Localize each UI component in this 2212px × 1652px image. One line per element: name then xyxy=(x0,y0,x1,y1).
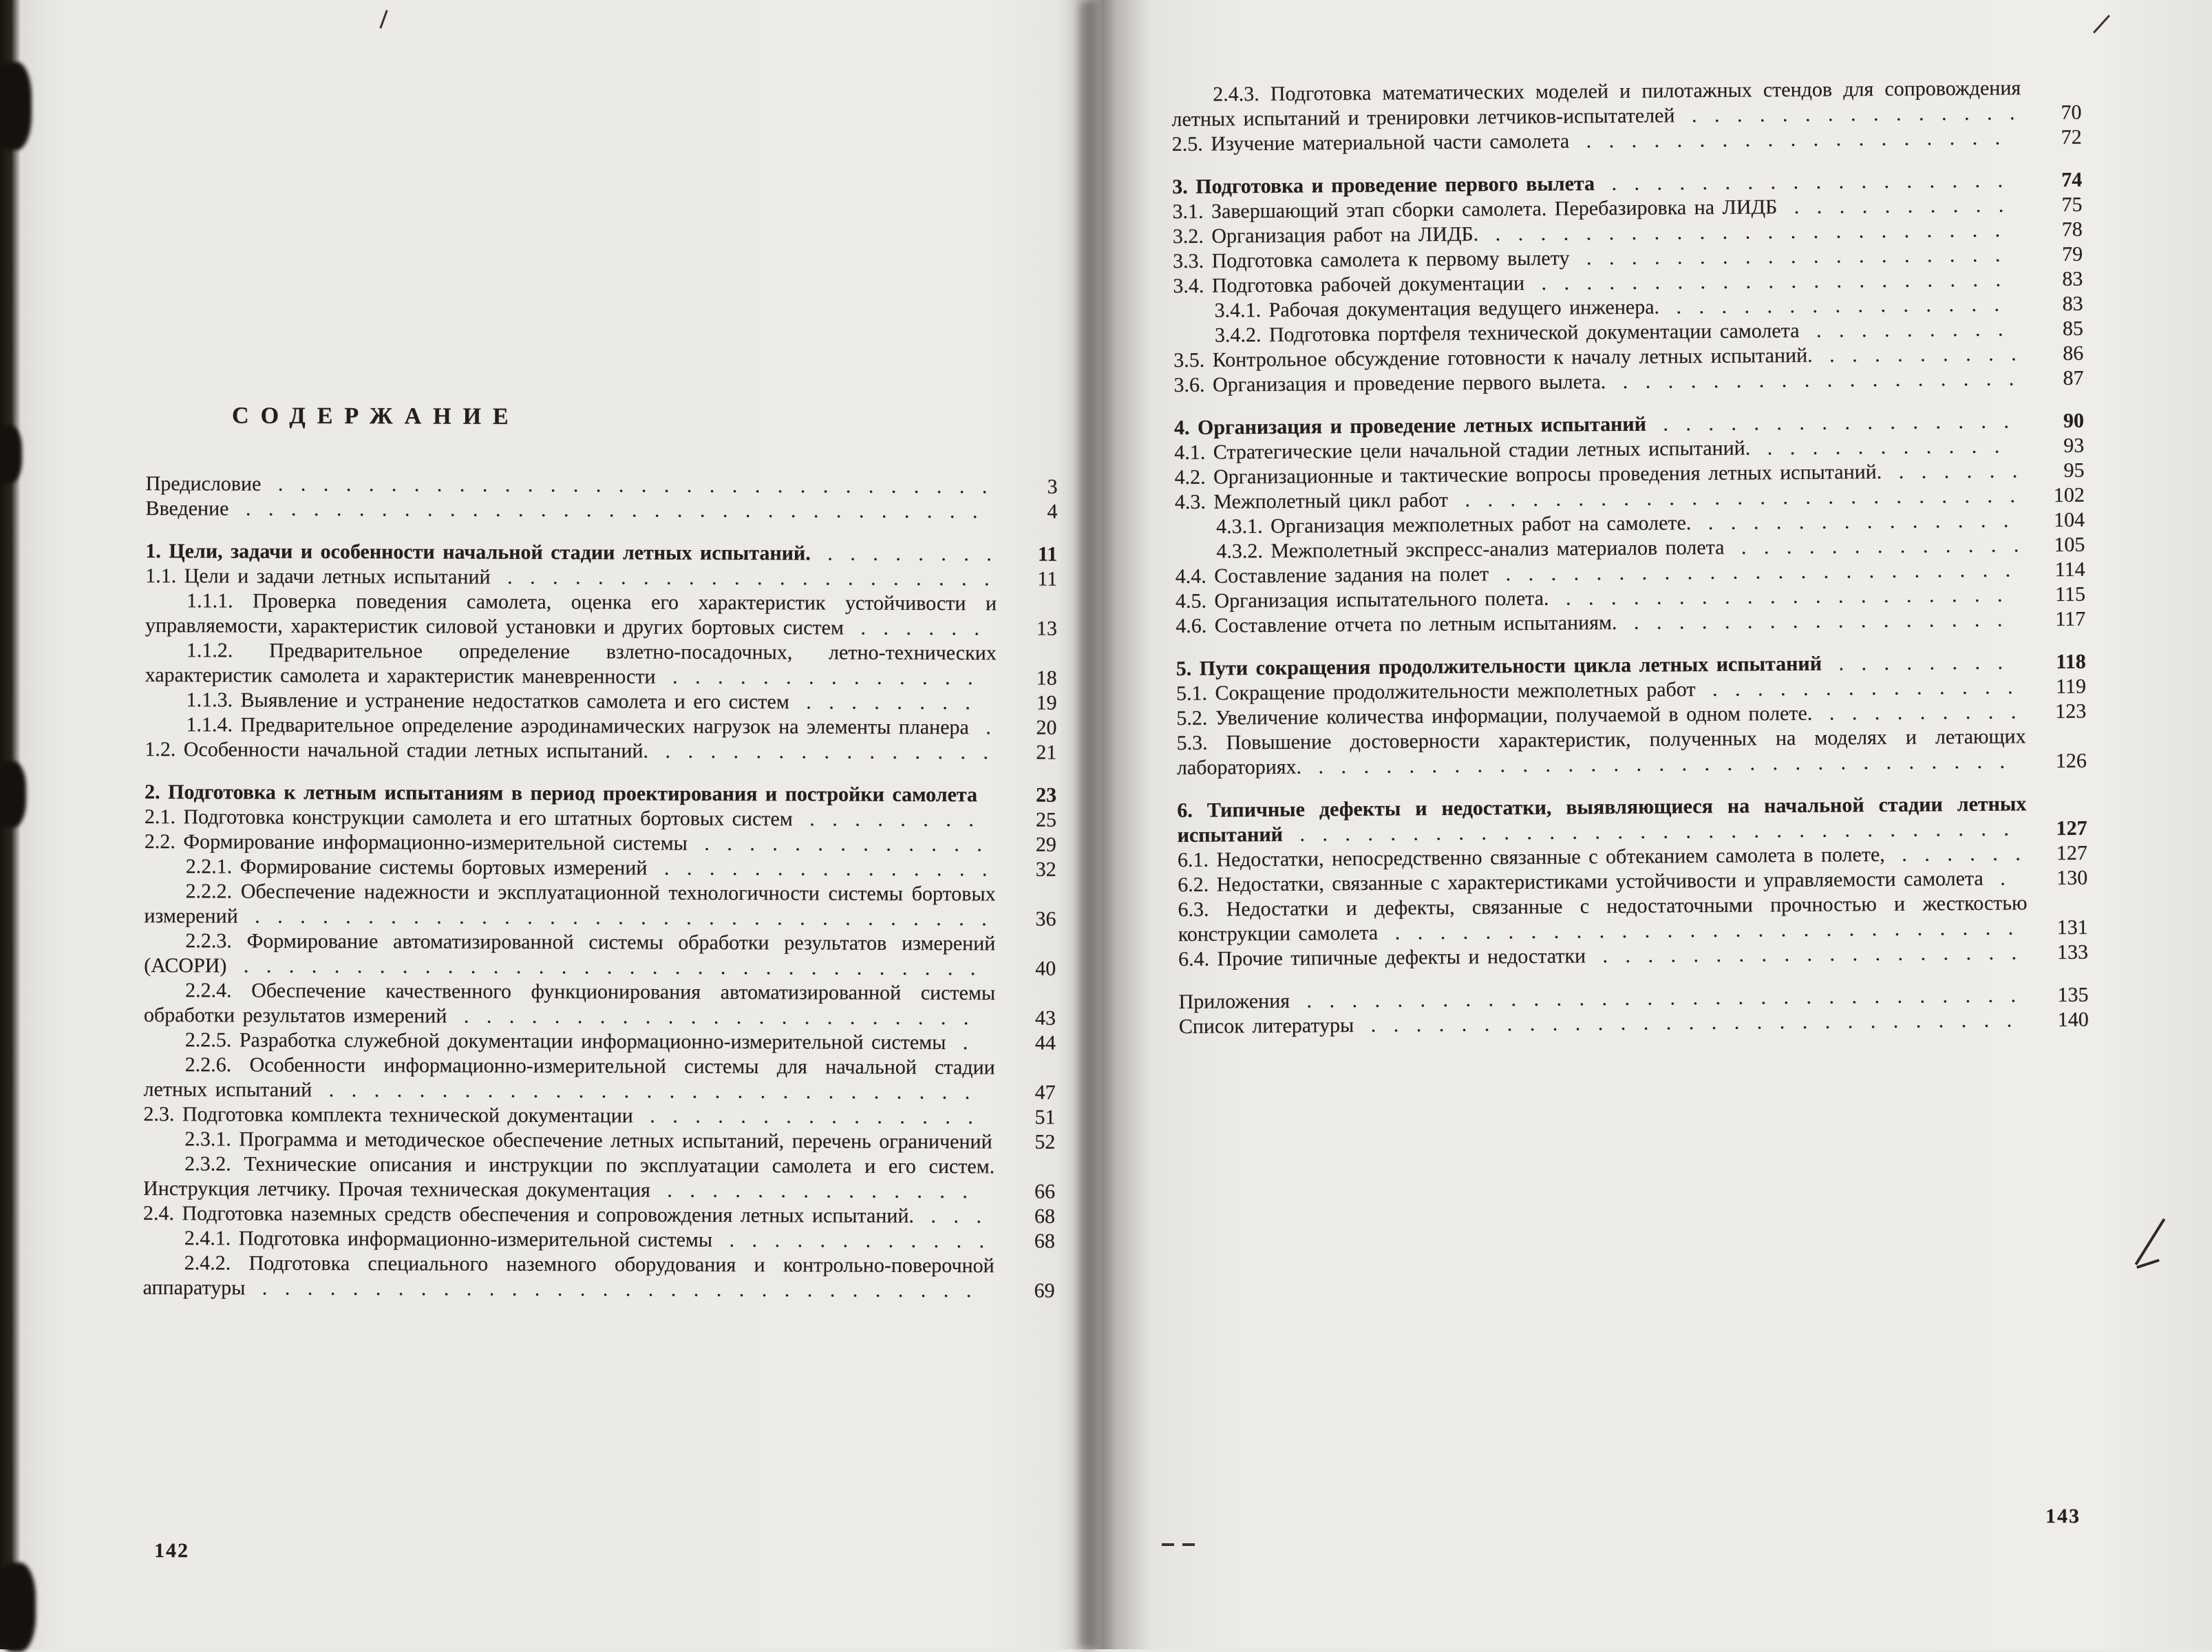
toc-entry xyxy=(145,564,1057,592)
toc-entry xyxy=(1178,891,2088,947)
toc-page-ref: 104 xyxy=(2028,508,2085,533)
toc-entry-text: 2.4.2. Подготовка специального наземного оборудования и контрольно-поверочной аппаратуры xyxy=(142,1251,994,1299)
toc-entry-text: 2.3.2. Технические описания и инструкции по эксплуатации самолета и его систем. Инструкция летчику. Прочая техническая документация xyxy=(143,1152,995,1201)
book-gutter-shadow xyxy=(1059,0,1151,1649)
dot-leader: . . . . . . . . . xyxy=(1816,700,2021,724)
toc-entry-text: 4.1. Стратегические цели начальной стадии летных испытаний. xyxy=(1174,436,1750,464)
toc-page-ref: 18 xyxy=(1001,666,1057,690)
dot-leader: . . . . . . . . . . . . . . . . . . . . . . . . . . . . . xyxy=(316,1079,975,1103)
toc-entry xyxy=(145,805,1056,833)
toc-page-ref: 44 xyxy=(999,1030,1056,1055)
toc-entry xyxy=(144,978,1056,1031)
toc-page-ref: 43 xyxy=(999,1006,1056,1030)
toc-page-ref: 135 xyxy=(2032,983,2088,1008)
dot-leader: . . . . . . . . xyxy=(1826,650,2008,675)
dot-leader: . . . . . . . . . . . . . . . . . . . . . . . . . . . . . . . . xyxy=(1294,984,2021,1012)
toc-page-ref: 118 xyxy=(2030,650,2086,675)
toc-entry-text: 4.6. Составление отчета по летным испытаниям. xyxy=(1176,611,1617,637)
dot-leader: . . . . . . . . . . . . . . . . . . . . . . . . . . . . . . . xyxy=(1306,750,2010,778)
dot-leader: . xyxy=(950,1031,972,1054)
toc-entry-text: Приложения xyxy=(1178,990,1290,1013)
toc-page-ref: 21 xyxy=(1000,740,1056,765)
toc-entry xyxy=(1171,76,2082,132)
dot-leader: . . . . . . . . . . . . . . . . . . xyxy=(1610,367,2019,393)
toc-entry-text: 2.2.1. Формирование системы бортовых измерений xyxy=(186,855,648,879)
dot-leader: . . . . . . . . . . . . . . . . xyxy=(1650,410,2014,435)
toc-entry xyxy=(144,929,1056,982)
toc-entry xyxy=(143,1127,1055,1155)
dot-leader: . . . . . . . . . . . . . . . . . . . . . . . . . . . . . . . . xyxy=(265,473,992,498)
toc-page-ref: 85 xyxy=(2027,317,2083,342)
toc-page-ref: 11 xyxy=(1001,542,1057,566)
toc-page-ref: 25 xyxy=(1000,807,1056,832)
toc-page-ref: 68 xyxy=(999,1204,1055,1229)
toc-entry-text: 2.4.3. Подготовка математических моделей и пилотажных стендов для сопровождения летных испытаний и тренировки летчиков-испытателей xyxy=(1171,76,2021,131)
toc-page-ref: 87 xyxy=(2027,366,2083,392)
toc-entry xyxy=(145,688,1056,716)
dot-leader: . . . . . . . . . . . . . . xyxy=(1695,509,2013,534)
dot-leader: . . . . . . . . . . . . . . . . . . . . . . . xyxy=(451,1005,973,1030)
toc-page-ref: 83 xyxy=(2026,267,2083,293)
toc-entry-text: 3.1. Завершающий этап сборки самолета. Перебазировка на ЛИДБ xyxy=(1172,195,1777,223)
toc-entry-text: 2.2.5. Разработка служебной документации информационно-измерительной системы xyxy=(185,1028,946,1054)
toc-entry-text: 1.1.4. Предварительное определение аэродинамических нагрузок на элементы планера xyxy=(186,713,968,739)
toc-page-ref: 19 xyxy=(1000,690,1056,715)
toc-entry-text: 2.4.1. Подготовка информационно-измерительной системы xyxy=(184,1227,712,1251)
toc-entry-text: 6.3. Недостатки и дефекты, связанные с недостаточными прочностью и жесткостью конструкции самолета xyxy=(1178,891,2027,946)
toc-entry-text: 3.5. Контрольное обсуждение готовности к началу летных испытаний. xyxy=(1173,344,1813,372)
dot-leader: . . . . . . . . . . . . . . . . . . . . . . . xyxy=(1482,218,2005,245)
toc-entry xyxy=(145,829,1056,858)
toc-page-ref: 23 xyxy=(1000,783,1056,807)
toc-entry-text: 1.1. Цели и задачи летных испытаний xyxy=(145,564,491,589)
toc-entry-text: 5.3. Повышение достоверности характеристик, полученных на моделях и летающих лабораториях. xyxy=(1176,725,2025,779)
left-toc-list xyxy=(142,472,1057,1304)
toc-page-ref: 93 xyxy=(2028,434,2084,459)
toc-page-ref: 47 xyxy=(999,1080,1055,1105)
toc-entry xyxy=(143,1102,1055,1130)
toc-entry-text: 2.2.4. Обеспечение качественного функционирования автоматизированной системы обработки результатов измерений xyxy=(144,979,995,1027)
dot-leader: . . . . . . . . . . . . . . . . . . . . . . . . . . . . xyxy=(1382,916,2018,944)
left-page-number: 142 xyxy=(154,1539,189,1563)
scan-artifact xyxy=(1182,1543,1195,1546)
toc-entry xyxy=(145,496,1057,525)
toc-page-ref: 75 xyxy=(2025,193,2082,218)
toc-entry-text: 3.3. Подготовка самолета к первому вылету xyxy=(1173,246,1570,273)
toc-entry-text: Список литературы xyxy=(1179,1014,1354,1038)
toc-entry xyxy=(145,638,1057,691)
dot-leader: . . . . . . . . . . . . . xyxy=(1728,533,2023,558)
dot-leader: . . . . . . . . . . . . . . . . . . . . xyxy=(1553,583,2007,609)
toc-entry xyxy=(145,589,1057,642)
toc-page-ref: 130 xyxy=(2031,866,2087,891)
dot-leader: . xyxy=(973,716,996,739)
dot-leader: . . . . . . . . . . . . xyxy=(716,1229,989,1252)
toc-entry-text: 3.2. Организация работ на ЛИДБ. xyxy=(1173,223,1479,248)
toc-page-ref: 86 xyxy=(2027,341,2083,367)
dot-leader: . . . . . . . . . . . xyxy=(1754,435,2004,460)
toc-heading: СОДЕРЖАНИЕ xyxy=(232,403,1058,432)
toc-page-ref: 119 xyxy=(2030,675,2086,700)
toc-page-ref: 40 xyxy=(999,956,1056,981)
dot-leader: . . . . . . xyxy=(1889,842,2025,866)
right-page-number: 143 xyxy=(2045,1505,2081,1528)
toc-entry-text: 2.2.6. Особенности информационно-измерительной системы для начальной стадии летных испытаний xyxy=(143,1053,995,1101)
toc-page-ref: 70 xyxy=(2025,100,2081,126)
dot-leader: . . . . . . . . . . . . . . . xyxy=(652,740,993,764)
toc-page-ref: 131 xyxy=(2032,915,2088,941)
toc-page-ref: 36 xyxy=(999,907,1056,931)
toc-entry-text: 5. Пути сокращения продолжительности цикла летных испытаний xyxy=(1176,653,1822,680)
toc-page-ref: 69 xyxy=(998,1278,1054,1303)
toc-entry-text: 4.4. Составление задания на полет xyxy=(1176,562,1489,588)
toc-entry-text: 3.4. Подготовка рабочей документации xyxy=(1173,272,1524,297)
toc-entry xyxy=(144,879,1056,932)
dot-leader: . . . . . . . . . . . . . . xyxy=(655,1179,972,1203)
toc-page-ref: 72 xyxy=(2025,125,2082,151)
toc-page-ref: 11 xyxy=(1001,566,1057,591)
toc-page-ref: 102 xyxy=(2028,483,2085,509)
toc-entry xyxy=(143,1226,1055,1254)
toc-page-ref: 127 xyxy=(2031,841,2087,867)
dot-leader: . . . . . . . . . . . . . . . . . . . . . . . . . . . . . . . . xyxy=(1287,817,2014,845)
toc-entry-text: 3.4.1. Рабочая документация ведущего инженера. xyxy=(1214,295,1659,321)
toc-page-ref: 105 xyxy=(2028,533,2085,558)
toc-page-ref: 51 xyxy=(999,1105,1055,1130)
dot-leader: . . . . . . . . . . . . . . . . . . . . . xyxy=(1529,268,2006,294)
toc-page-ref: 127 xyxy=(2030,816,2087,842)
scan-artifact xyxy=(0,425,22,483)
toc-page-ref: 4 xyxy=(1001,499,1057,524)
dot-leader: . . . . . . . . . . . . . xyxy=(692,832,987,856)
toc-entry-text: 6.1. Недостатки, непосредственно связанные с обтеканием самолета в полете, xyxy=(1178,843,1885,871)
toc-entry-text: 6. Типичные дефекты и недостатки, выявляющиеся на начальной стадии летных испытаний xyxy=(1177,792,2026,847)
dot-leader: . . . . . . . . xyxy=(797,807,979,831)
dot-leader: . . . . . . . . . . . . . . . xyxy=(651,857,992,881)
dot-leader: . . . . . . . . . . . . . . . xyxy=(1679,101,2019,127)
toc-page-ref: 117 xyxy=(2029,607,2085,633)
dot-leader: . . . . . . . . . . . . . . . . . . . xyxy=(1573,243,2005,269)
toc-page-ref: 32 xyxy=(1000,857,1056,882)
scan-artifact xyxy=(0,62,32,150)
toc-entry xyxy=(146,472,1058,500)
toc-entry xyxy=(143,1152,1055,1205)
dot-leader: . . . . . . . . . . . . . . . . . . . . . . . . . . . . . . . . . xyxy=(231,954,980,979)
toc-entry-text: 3. Подготовка и проведение первого вылета xyxy=(1172,172,1595,198)
dot-leader: . . . . . . . . . . . . . . . . . . . . . . xyxy=(494,566,994,591)
right-page xyxy=(1171,76,2089,1039)
scan-artifact xyxy=(1162,1543,1174,1546)
dot-leader: . . . . . . xyxy=(1886,459,2022,483)
book-gutter-shadow-streak xyxy=(1079,0,1096,1649)
dot-leader: . xyxy=(1988,867,2010,889)
toc-entry-text: 1.1.3. Выявление и устранение недостатков самолета и его систем xyxy=(186,688,789,713)
toc-entry xyxy=(145,737,1056,765)
dot-leader: . . . . . . . . . . . . . . . . . . . . . . . . . xyxy=(1452,484,2020,511)
toc-entry-text: 1.1.1. Проверка поведения самолета, оценка его характеристик устойчивости и управляемости, характеристик силовой установки и других бортовых систем xyxy=(145,589,997,639)
toc-entry xyxy=(145,539,1057,567)
dot-leader: . . . . . . . . . . . . . . . . . . . . . . . . . . . . . . . . . xyxy=(233,497,982,522)
toc-page-ref: 68 xyxy=(999,1229,1055,1253)
dot-leader: . . . . . . . . . . . . . . . . . . xyxy=(1599,169,2008,195)
toc-entry-text: 2.5. Изучение материальной части самолета xyxy=(1172,129,1570,156)
toc-page-ref: 115 xyxy=(2029,582,2085,608)
toc-entry-text: 4.5. Организация испытательного полета. xyxy=(1176,587,1549,613)
dot-leader: . . . . . . . . . . xyxy=(1781,193,2008,218)
toc-entry-text: 4.3. Межполетный цикл работ xyxy=(1175,489,1448,513)
toc-page-ref: 3 xyxy=(1001,474,1058,499)
toc-entry-text: 1.2. Особенности начальной стадии летных испытаний. xyxy=(145,738,648,763)
toc-page-ref: 29 xyxy=(1000,832,1056,857)
toc-entry xyxy=(144,1028,1056,1056)
toc-page-ref: 95 xyxy=(2028,458,2084,484)
dot-leader: . . . . . . . . . xyxy=(1816,342,2021,366)
dot-leader: . . . . . . . . . . . . . . xyxy=(659,666,977,690)
toc-entry-text: 1.1.2. Предварительное определение взлетно-посадочных, летно-технических характеристик самолета и характеристик маневренности xyxy=(145,639,997,688)
toc-entry-text: 5.2. Увеличение количества информации, получаемой в одном полете. xyxy=(1176,702,1812,730)
toc-entry xyxy=(1176,724,2087,781)
toc-entry-text: 6.4. Прочие типичные дефекты и недостатки xyxy=(1178,944,1586,971)
dot-leader: . . . xyxy=(918,1205,986,1227)
dot-leader: . . . . . . . . xyxy=(794,690,975,714)
dot-leader: . . . . . . . . . . . . . . . xyxy=(637,1104,978,1128)
toc-entry-text: 2.2.2. Обеспечение надежности и эксплуатационной технологичности системы бортовых измерений xyxy=(144,880,995,927)
toc-entry xyxy=(1177,792,2087,848)
toc-entry-text: 5.1. Сокращение продолжительности межполетных работ xyxy=(1176,678,1696,705)
toc-entry xyxy=(143,1052,1055,1105)
dot-leader: . . . . . . . . . xyxy=(1803,317,2008,341)
toc-page-ref: 140 xyxy=(2032,1008,2089,1033)
toc-page-ref: 66 xyxy=(999,1179,1055,1204)
toc-entry-text: 2. Подготовка к летным испытаниям в период проектирования и постройки самолета xyxy=(145,781,977,806)
right-toc-list xyxy=(1171,76,2089,1039)
dot-leader: . . . . . . . . . . . . . . . . . . . xyxy=(1573,126,2005,152)
toc-page-ref: 13 xyxy=(1001,616,1057,641)
dot-leader: . . . . . . . . . . . . . . . . . . . . . . . . . . . . . . . . xyxy=(249,1277,976,1302)
toc-page-ref: 90 xyxy=(2028,409,2084,434)
toc-entry-text: 2.4. Подготовка наземных средств обеспечения и сопровождения летных испытаний. xyxy=(143,1202,914,1227)
toc-entry-text: 4.3.1. Организация межполетных работ на самолете. xyxy=(1216,511,1691,538)
toc-entry-text: 2.3.1. Программа и методическое обеспечение летных испытаний, перечень ограничений xyxy=(184,1127,992,1153)
toc-page-ref: 83 xyxy=(2026,292,2083,317)
toc-entry-text: 6.2. Недостатки, связанные с характеристиками устойчивости и управляемости самолета xyxy=(1178,867,1984,896)
toc-page-ref: 126 xyxy=(2030,749,2087,774)
dot-leader: . . . . . . . . . . . . . . . . . . . . . . . . . . . . . . . . . xyxy=(242,904,992,930)
toc-entry xyxy=(145,780,1056,808)
toc-page-ref: 114 xyxy=(2028,558,2085,583)
toc-page-ref: 79 xyxy=(2026,242,2083,268)
toc-entry xyxy=(143,1201,1055,1229)
toc-page-ref: 133 xyxy=(2032,940,2088,966)
toc-page-ref: 20 xyxy=(1000,715,1056,740)
scan-artifact xyxy=(0,1563,36,1652)
dot-leader: . . . . . . . . . . . . . . . . . . . . . . . . . . . . . xyxy=(1358,1008,2017,1037)
scan-artifact xyxy=(0,761,26,827)
toc-entry-text: 1. Цели, задачи и особенности начальной стадии летных испытаний. xyxy=(145,540,811,564)
toc-entry xyxy=(142,1251,1054,1304)
toc-entry-text: 2.2. Формирование информационно-измерительной системы xyxy=(145,830,688,855)
toc-page-ref: 78 xyxy=(2026,218,2083,243)
left-page xyxy=(142,403,1058,1304)
toc-entry-text: 3.6. Организация и проведение первого вылета. xyxy=(1173,370,1606,396)
dot-leader: . . . . . . . . . . . . . . xyxy=(1699,675,2017,701)
dot-leader: . . . . . . xyxy=(848,617,984,640)
toc-entry-text: 2.1. Подготовка конструкции самолета и его штатных бортовых систем xyxy=(145,805,793,830)
toc-page-ref: 123 xyxy=(2030,699,2086,725)
toc-entry xyxy=(145,712,1056,741)
toc-entry-text: 4. Организация и проведение летных испытаний xyxy=(1174,413,1646,439)
toc-page-ref: 74 xyxy=(2025,168,2082,193)
toc-entry-text: 2.3. Подготовка комплекта технической документации xyxy=(143,1103,632,1127)
toc-entry-text: Введение xyxy=(145,497,228,520)
toc-entry-text: 3.4.2. Подготовка портфеля технической документации самолета xyxy=(1215,319,1800,347)
dot-leader: . . . . . . . . . . . . . . . . . . . . . . . xyxy=(1493,558,2015,585)
toc-entry xyxy=(145,854,1056,882)
toc-entry-text: 4.3.2. Межполетный экспресс-анализ материалов полета xyxy=(1216,536,1724,563)
dot-leader: . . . . . . . . . . . . . . . xyxy=(1663,293,2004,319)
toc-entry-text: 4.2. Организационные и тактические вопросы проведения летных испытаний. xyxy=(1174,460,1882,489)
toc-entry-text: 2.2.3. Формирование автоматизированной системы обработки результатов измерений (АСОРИ) xyxy=(144,929,995,977)
dot-leader: . . . . . . . . . . . . . . . . . xyxy=(1621,608,2007,633)
dot-leader: . . . . . . . . . . . . . . . . . . . xyxy=(1590,941,2021,967)
toc-page-ref: 52 xyxy=(999,1130,1055,1154)
toc-entry-text: Предисловие xyxy=(146,472,262,496)
dot-leader: . . . . . . . . xyxy=(815,542,997,565)
